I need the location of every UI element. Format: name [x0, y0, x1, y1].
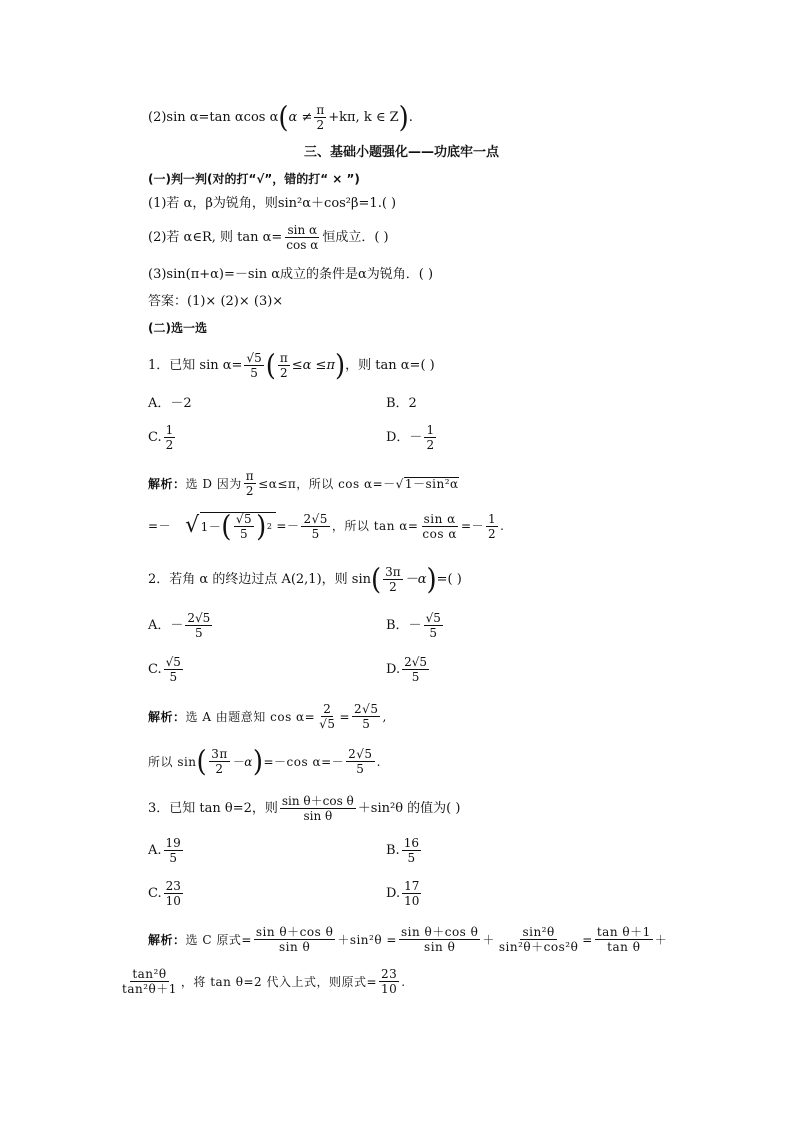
q3-option-a[interactable]: A. $\frac{19}{5}$: [148, 836, 181, 865]
q2-option-d[interactable]: D. $\frac{2√5}{5}$: [386, 655, 428, 684]
q2-solution-line1: 解析： 选 A 由题意知 cos α= $\frac{2}{√5}$ = $\frac{2√5}{5}$ ,: [148, 702, 387, 731]
part1-title: (一)判一判(对的打“√”，错的打“ × ”): [148, 172, 360, 186]
judge-q3: (3)sin(π+α)=－sin α成立的条件是α为锐角．( ): [148, 267, 434, 282]
q1-solution-line1: 解析： 选 D 因为 $\frac{\pi}{2}$ ≤α≤π，所以 cos α=－ √ 1－sin²α: [148, 469, 459, 498]
pi-over-2: $\frac{\pi}{2}$: [279, 351, 288, 380]
q2-solution-line2: 所以 sin ( $\frac{3\pi}{2}$ －α ) =－cos α=－ $\frac{2√5}{5}$ .: [148, 745, 381, 778]
judge-q1: (1)若 α，β为锐角，则sin²α＋cos²β=1.( ): [148, 196, 397, 211]
q2-option-c[interactable]: C. $\frac{√5}{5}$: [148, 655, 181, 684]
condition-alpha: α ≠: [288, 110, 313, 125]
sqrt5-over-5: $\frac{√5}{5}$: [246, 351, 262, 380]
q2-option-a[interactable]: A．－ $\frac{2√5}{5}$: [148, 611, 211, 640]
part2-title: (二)选一选: [148, 321, 207, 335]
right-paren: ): [398, 101, 409, 134]
section-title: 三、基础小题强化——功底牢一点: [304, 145, 500, 160]
k-part: +kπ, k ∈ Z: [328, 110, 399, 125]
formula-prefix: (2)sin α=tan αcos α: [148, 110, 279, 125]
q3-solution-line2: $\frac{\text{tan²θ}}{\text{tan²θ＋1}}$ ，将 tan θ=2 代入上式，则原式= $\frac{23}{10}$ .: [122, 967, 406, 996]
left-paren: (: [278, 101, 289, 134]
judge-answer: 答案：(1)× (2)× (3)×: [148, 294, 284, 309]
sin-over-cos: $\frac{\text{sin α}}{\text{cos α}}$: [286, 223, 319, 252]
q3-solution-line1: 解析： 选 C 原式= $\frac{\text{sin θ＋cos θ}}{\text{sin θ}}$ ＋sin²θ = $\frac{\text{sin θ＋cos θ}}{\text{sin θ}}$ ＋ $\frac{\text{sin²θ}}{\text{sin²θ＋cos²θ}}$ = $\frac{\text{tan θ＋1}}{\text{tan θ}}$ ＋: [148, 925, 668, 954]
q3-option-d[interactable]: D. $\frac{17}{10}$: [386, 879, 420, 908]
q2-option-b[interactable]: B．－ $\frac{√5}{5}$: [386, 611, 441, 640]
judge-q2: (2)若 α∈R, 则 tan α= $\frac{\text{sin α}}{\text{cos α}}$ 恒成立．( ): [148, 223, 389, 252]
question-1-stem: 1．已知 sin α= $\frac{√5}{5}$ ( $\frac{\pi}{2}$ ≤α ≤π ) ，则 tan α=( ): [148, 349, 435, 382]
q3-option-b[interactable]: B. $\frac{16}{5}$: [386, 836, 419, 865]
q1-option-d[interactable]: D．－ $\frac{1}{2}$: [386, 423, 435, 452]
q1-option-a[interactable]: A．－2: [148, 396, 192, 411]
q1-solution-line2: =－ √ 1－ ( $\frac{√5}{5}$ ) 2 =－ $\frac{2√5}{5}$ ，所以 tan α= $\frac{\text{sin α}}{\text{cos α}}$ =－ $\frac{1}{2}$ .: [148, 510, 505, 543]
identity-formula: (2)sin α=tan αcos α ( α ≠ $\frac{\pi}{2}$ +kπ, k ∈ Z ) .: [148, 101, 413, 134]
pi-over-2: $\frac{\pi}{2}$: [316, 103, 325, 132]
question-3-stem: 3．已知 tan θ=2，则 $\frac{\text{sin θ＋cos θ}}{\text{sin θ}}$ ＋sin²θ 的值为( ): [148, 794, 461, 823]
q1-option-c[interactable]: C. $\frac{1}{2}$: [148, 423, 174, 452]
question-2-stem: 2．若角 α 的终边过点 A(2,1)，则 sin ( $\frac{3\pi}{2}$ －α ) =( ): [148, 563, 462, 596]
q1-option-b[interactable]: B．2: [386, 396, 417, 411]
q3-option-c[interactable]: C. $\frac{23}{10}$: [148, 879, 181, 908]
